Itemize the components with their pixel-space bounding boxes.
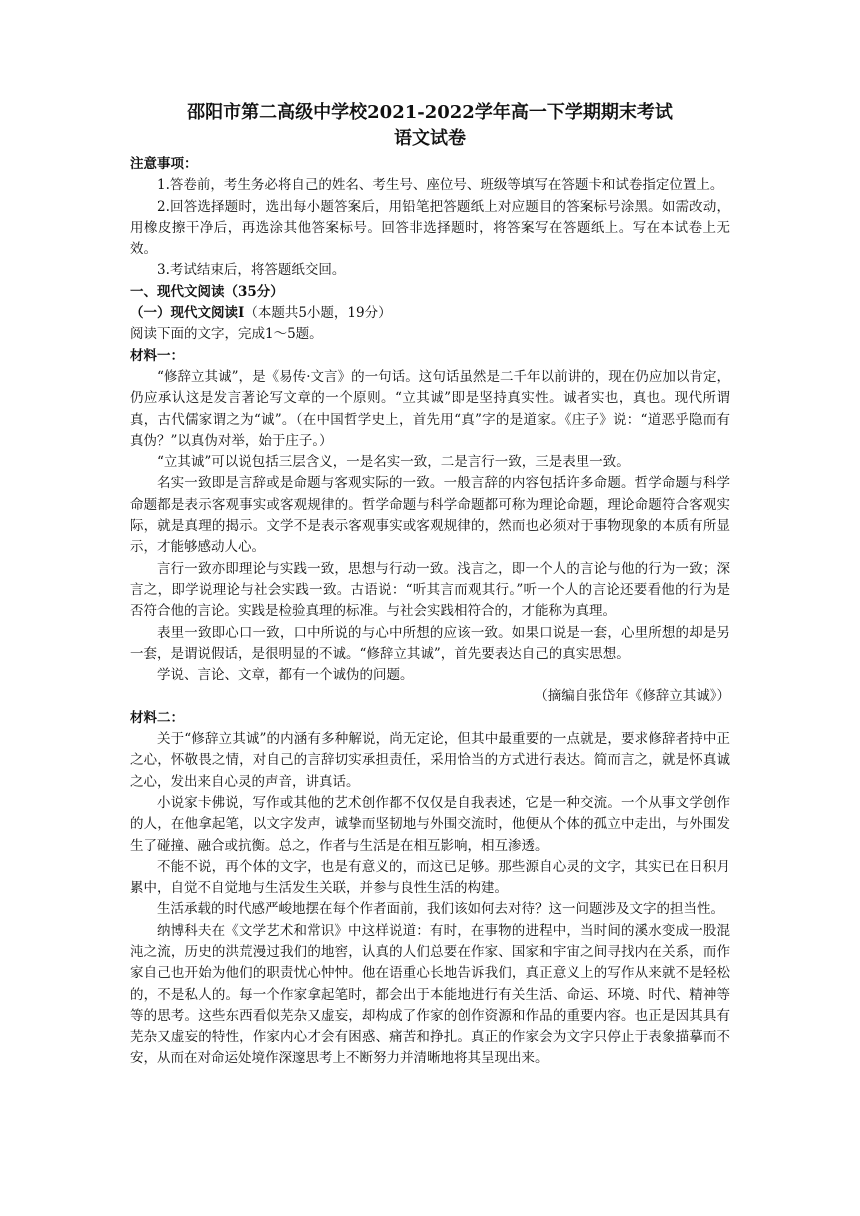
material-2-paragraph: 生活承载的时代感严峻地摆在每个作者面前，我们该如何去对待？这一问题涉及文字的担当性。: [157, 901, 724, 918]
material-1-label: 材料一：: [130, 347, 184, 364]
sub-section-score: （本题共5小题，19分）: [244, 305, 392, 322]
notice-item-2: 2.回答选择题时，选出每小题答案后，用铅笔把答题纸上对应题目的答案标号涂黑。如需改动，用橡皮擦干净后，再选涂其他答案标号。回答非选择题时，将答案写在答题纸上。写在本试卷上无效。: [130, 198, 730, 258]
sub-section-heading: [130, 303, 730, 324]
material-2-paragraph: 纳博科夫在《文学艺术和常识》中这样说道：有时，在事物的进程中，当时间的溪水变成一股混沌之流，历史的洪荒漫过我们的地窖，认真的人们总要在作家、国家和宇宙之间寻找内在关系，而作家自己也开始为他们的职责忧心忡忡。他在语重心长地告诉我们，真正意义上的写作从来就不是轻松的，不是私人的。每一个作家拿起笔时，都会出于本能地进行有关生活、命运、环境、时代、精神等等的思考。这些东西看似芜杂又虚妄，却构成了作家的创作资源和作品的重要内容。也正是因其具有芜杂又虚妄的特性，作家内心才会有困惑、痛苦和挣扎。真正的作家会为文字只停止于表象描摹而不安，从而在对命运处境作深邃思考上不断努力并清晰地将其呈现出来。: [130, 922, 730, 1067]
material-2-label: 材料二：: [130, 709, 184, 726]
section-heading: 一、现代文阅读（35分）: [130, 283, 284, 300]
material-2-paragraph: 不能不说，再个体的文字，也是有意义的，而这已足够。那些源自心灵的文字，其实已在日积月累中，自觉不自觉地与生活发生关联，并参与良性生活的构建。: [130, 858, 730, 897]
material-1-paragraph: “立其诚”可以说包括三层含义，一是名实一致，二是言行一致，三是表里一致。: [157, 454, 630, 471]
material-1-paragraph: 言行一致亦即理论与实践一致，思想与行动一致。浅言之，即一个人的言论与他的行为一致；深言之，即学说理论与社会实践一致。古语说：“听其言而观其行。”听一个人的言论还要看他的行为是否符合他的言论。实践是检验真理的标准。与社会实践相符合的，才能称为真理。: [130, 560, 730, 620]
material-1-paragraph: 表里一致即心口一致，口中所说的与心中所想的应该一致。如果口说是一套，心里所想的却是另一套，是谓说假话，是很明显的不诚。“修辞立其诚”，首先要表达自己的真实思想。: [130, 624, 730, 662]
reading-instruction: 阅读下面的文字，完成1～5题。: [130, 326, 323, 343]
exam-title: 邵阳市第二高级中学校2021-2022学年高一下学期期末考试: [187, 102, 673, 123]
exam-page: [130, 100, 730, 1070]
notice-item-3: 3.考试结束后，将答题纸交回。: [157, 262, 346, 279]
material-1-paragraph: 名实一致即是言辞或是命题与客观实际的一致。一般言辞的内容包括许多命题。哲学命题与科学命题都是表示客观事实或客观规律的。哲学命题与科学命题都可称为理论命题，理论命题符合客观实际，就是真理的揭示。文学不是表示客观事实或客观规律的，然而也必须对于事物现象的本质有所显示，才能够感动人心。: [130, 475, 730, 556]
material-2-paragraph: 关于“修辞立其诚”的内涵有多种解说，尚无定论，但其中最重要的一点就是，要求修辞者持中正之心，怀敬畏之情，对自己的言辞切实承担责任，采用恰当的方式进行表达。简而言之，就是怀真诚之心，发出来自心灵的声音，讲真话。: [130, 731, 730, 790]
material-1-paragraph: “修辞立其诚”，是《易传·文言》的一句话。这句话虽然是二千年以前讲的，现在仍应加以肯定，仍应承认这是发言著论写文章的一个原则。“立其诚”即是坚持真实性。诚者实也，真也。现代所谓真，古代儒家谓之为“诚”。（在中国哲学史上，首先用“真”字的是道家。《庄子》说：“道恶乎隐而有真伪？”以真伪对举，始于庄子。）: [130, 368, 730, 449]
exam-subtitle: 语文试卷: [394, 128, 466, 149]
material-1-paragraph: 学说、言论、文章，都有一个诚伪的问题。: [157, 667, 414, 684]
sub-section-title: （一）现代文阅读Ⅰ: [130, 305, 245, 322]
material-1-source: （摘编自张岱年《修辞立其诚》）: [534, 688, 730, 705]
material-2-paragraph: 小说家卡佛说，写作或其他的艺术创作都不仅仅是自我表述，它是一种交流。一个从事文学创作的人，在他拿起笔，以文字发声，诚挚而坚韧地与外围交流时，他便从个体的孤立中走出，与外围发生了碰撞、融合或抗衡。总之，作者与生活是在相互影响，相互渗透。: [130, 794, 730, 854]
notice-heading: 注意事项：: [130, 156, 198, 172]
notice-item-1: 1.答卷前，考生务必将自己的姓名、考生号、座位号、班级等填写在答题卡和试卷指定位置上。: [157, 177, 724, 194]
